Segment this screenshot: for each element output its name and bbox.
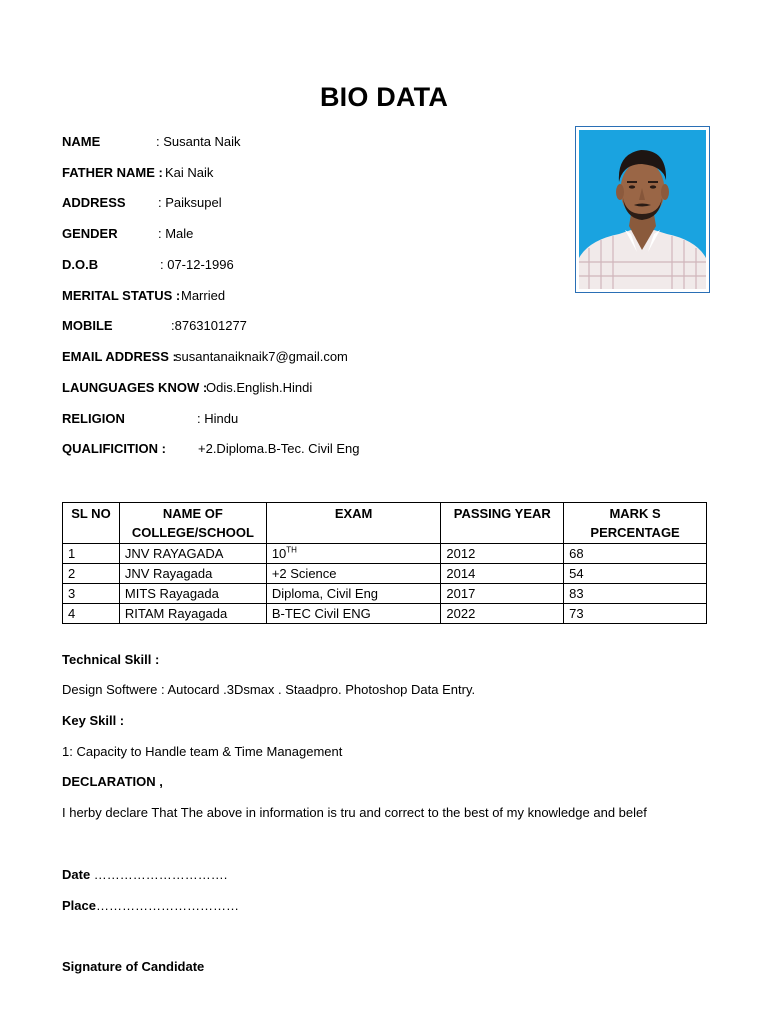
- place-label: Place: [62, 898, 96, 913]
- column-header-school: NAME OF COLLEGE/SCHOOL: [119, 503, 266, 544]
- signature-label: Signature of Candidate: [62, 959, 205, 974]
- profile-photo-image: [579, 130, 706, 289]
- field-dob: [62, 255, 234, 275]
- table-row: [63, 564, 707, 584]
- declaration-heading: DECLARATION ,: [62, 774, 163, 789]
- key-skill-heading: Key Skill :: [62, 713, 125, 728]
- field-name: [62, 132, 241, 152]
- cell-year: 2017: [441, 584, 564, 604]
- date-label: Date: [62, 867, 91, 882]
- table-row: [63, 584, 707, 604]
- field-value: : Paiksupel: [158, 195, 222, 210]
- cell-year: 2022: [441, 604, 564, 624]
- table-row: [63, 604, 707, 624]
- cell-sl-no: 1: [63, 544, 120, 564]
- field-religion: [62, 409, 239, 429]
- field-label: D.O.B: [62, 257, 99, 272]
- education-table: [62, 502, 707, 624]
- field-value: susantanaiknaik7@gmail.com: [175, 349, 348, 364]
- field-gender: [62, 224, 194, 244]
- field-mobile: [62, 316, 247, 336]
- place-line: [62, 896, 239, 916]
- field-languages: [62, 378, 313, 398]
- field-value: : Susanta Naik: [156, 134, 241, 149]
- technical-skill-text: Design Softwere : Autocard .3Dsmax . Staadpro. Photoshop Data Entry.: [62, 682, 476, 697]
- date-line: [62, 865, 227, 885]
- cell-exam: Diploma, Civil Eng: [266, 584, 441, 604]
- field-value: Kai Naik: [165, 165, 214, 180]
- field-address: [62, 193, 222, 213]
- field-marital-status: [62, 286, 226, 306]
- field-label: EMAIL ADDRESS :: [62, 349, 177, 364]
- cell-mark: 54: [564, 564, 707, 584]
- field-qualification: [62, 439, 360, 459]
- field-label: ADDRESS: [62, 195, 126, 210]
- column-header-passing-year: PASSING YEAR: [441, 503, 564, 544]
- cell-exam: [266, 544, 441, 564]
- field-value: : 07-12-1996: [160, 257, 234, 272]
- field-value: :8763101277: [171, 318, 247, 333]
- cell-sl-no: 3: [63, 584, 120, 604]
- cell-school: JNV Rayagada: [119, 564, 266, 584]
- declaration-text: I herby declare That The above in information is tru and correct to the best of my knowledge and belef: [62, 805, 647, 820]
- cell-exam: +2 Science: [266, 564, 441, 584]
- cell-sl-no: 4: [63, 604, 120, 624]
- column-header-exam: EXAM: [266, 503, 441, 544]
- cell-exam: B-TEC Civil ENG: [266, 604, 441, 624]
- field-label: MERITAL STATUS :: [62, 288, 181, 303]
- cell-school: RITAM Rayagada: [119, 604, 266, 624]
- table-row: [63, 544, 707, 564]
- field-father-name: [62, 163, 214, 183]
- key-skill-text: 1: Capacity to Handle team & Time Management: [62, 744, 343, 759]
- cell-school: MITS Rayagada: [119, 584, 266, 604]
- field-value: Married: [181, 288, 226, 303]
- field-value: : Hindu: [197, 411, 239, 426]
- column-header-marks: MARK S PERCENTAGE: [564, 503, 707, 544]
- field-value: +2.Diploma.B-Tec. Civil Eng: [198, 441, 360, 456]
- cell-mark: 83: [564, 584, 707, 604]
- field-value: Odis.English.Hindi: [206, 380, 313, 395]
- column-header-sl-no: SL NO: [63, 503, 120, 544]
- field-label: FATHER NAME :: [62, 165, 163, 180]
- field-label: RELIGION: [62, 411, 125, 426]
- cell-mark: 73: [564, 604, 707, 624]
- cell-year: 2012: [441, 544, 564, 564]
- field-label: QUALIFICITION :: [62, 441, 166, 456]
- profile-photo: [575, 126, 710, 293]
- cell-mark: 68: [564, 544, 707, 564]
- field-value: : Male: [158, 226, 194, 241]
- technical-skill-heading: Technical Skill :: [62, 652, 160, 667]
- page-title: BIO DATA: [319, 82, 449, 112]
- exam-superscript: TH: [286, 545, 297, 555]
- cell-year: 2014: [441, 564, 564, 584]
- exam-text: 10: [271, 546, 287, 561]
- field-email: [62, 347, 348, 367]
- cell-school: JNV RAYAGADA: [119, 544, 266, 564]
- table-header-row: [63, 503, 707, 544]
- date-dots: ………………………….: [90, 867, 228, 882]
- field-label: NAME: [62, 134, 101, 149]
- place-dots: ……………………………: [95, 898, 239, 913]
- field-label: LAUNGUAGES KNOW :: [62, 380, 208, 395]
- cell-sl-no: 2: [63, 564, 120, 584]
- field-label: GENDER: [62, 226, 118, 241]
- field-label: MOBILE: [62, 318, 113, 333]
